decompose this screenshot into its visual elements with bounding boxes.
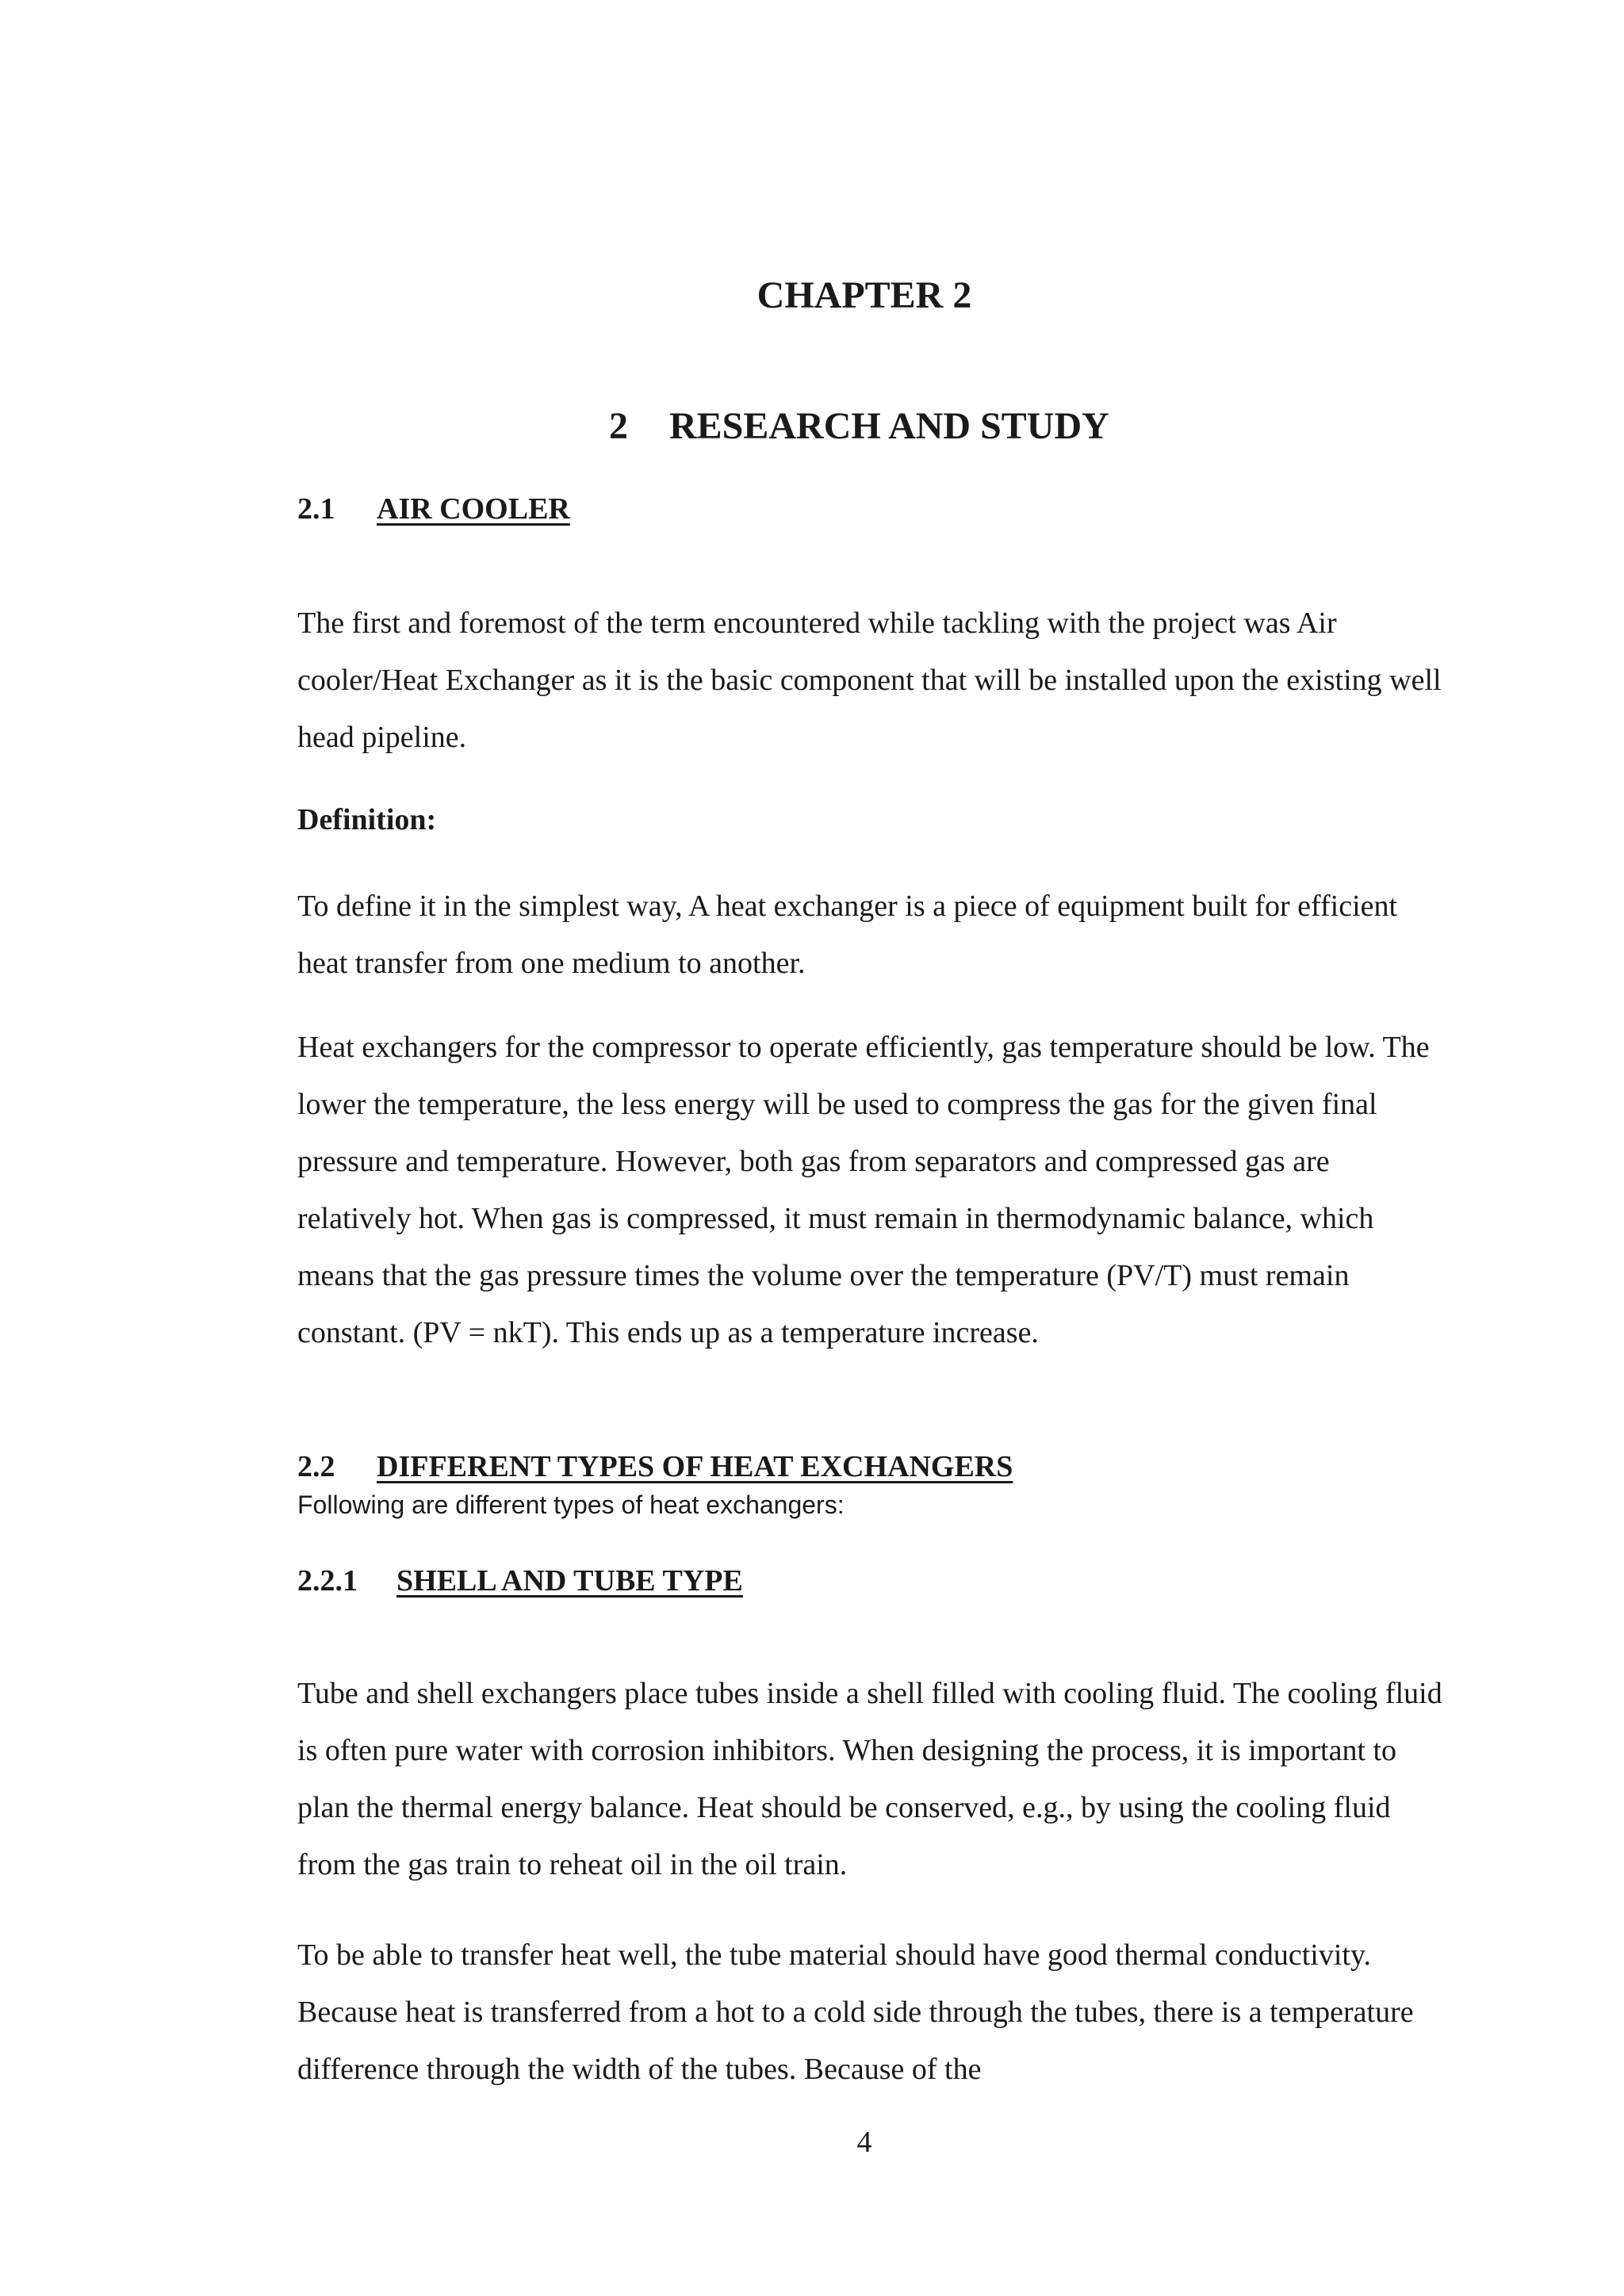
- section-2-1-title: AIR COOLER: [377, 492, 570, 526]
- heat-exchanger-paragraph: Heat exchangers for the compressor to operate efficiently, gas temperature should be low. The lower the temperature, the less energy will be used to compress the gas for the given final pressure and temperature. However, both gas from separators and compressed gas are relatively hot. When gas is compressed, it must remain in thermodynamic balance, which means that the gas pressure times the volume over the temperature (PV/T) must remain constant. (PV = nkT). This ends up as a temperature increase.: [297, 1031, 1430, 1349]
- chapter-heading-text: RESEARCH AND STUDY: [669, 405, 1109, 447]
- air-cooler-intro-paragraph: The first and foremost of the term encountered while tackling with the project was Air cooler/Heat Exchanger as it is the basic component that will be installed upon the existing well head pipeline.: [297, 607, 1442, 754]
- section-2-2-1-number: 2.2.1: [297, 1564, 358, 1598]
- definition-paragraph: To define it in the simplest way, A heat exchanger is a piece of equipment built for efficient heat transfer from one medium to another.: [297, 890, 1398, 980]
- shell-tube-paragraph-1: Tube and shell exchangers place tubes inside a shell filled with cooling fluid. The cooling fluid is often pure water with corrosion inhibitors. When designing the process, it is important to plan the thermal energy balance. Heat should be conserved, e.g., by using the cooling fluid from the gas train to reheat oil in the oil train.: [297, 1677, 1442, 1881]
- section-2-2-1-heading: [297, 1563, 743, 1598]
- section-2-2-title: DIFFERENT TYPES OF HEAT EXCHANGERS: [377, 1450, 1013, 1483]
- section-2-2-intro: Following are different types of heat exchangers:: [297, 1490, 845, 1519]
- section-2-1-number: 2.1: [297, 492, 335, 526]
- chapter-title: CHAPTER 2: [756, 274, 972, 316]
- definition-label: Definition:: [297, 803, 437, 836]
- chapter-heading: [609, 404, 1109, 448]
- section-2-2-number: 2.2: [297, 1450, 335, 1483]
- chapter-heading-number: 2: [609, 405, 628, 447]
- section-2-2-heading: [297, 1449, 1013, 1484]
- section-2-1-heading: [297, 492, 570, 526]
- shell-tube-paragraph-2: To be able to transfer heat well, the tube material should have good thermal conductivity. Because heat is transferred from a hot to a cold side through the tubes, there is a temperature difference through the width of the tubes. Because of the: [297, 1938, 1414, 2086]
- page-number: 4: [856, 2126, 872, 2159]
- section-2-2-1-title: SHELL AND TUBE TYPE: [396, 1564, 743, 1598]
